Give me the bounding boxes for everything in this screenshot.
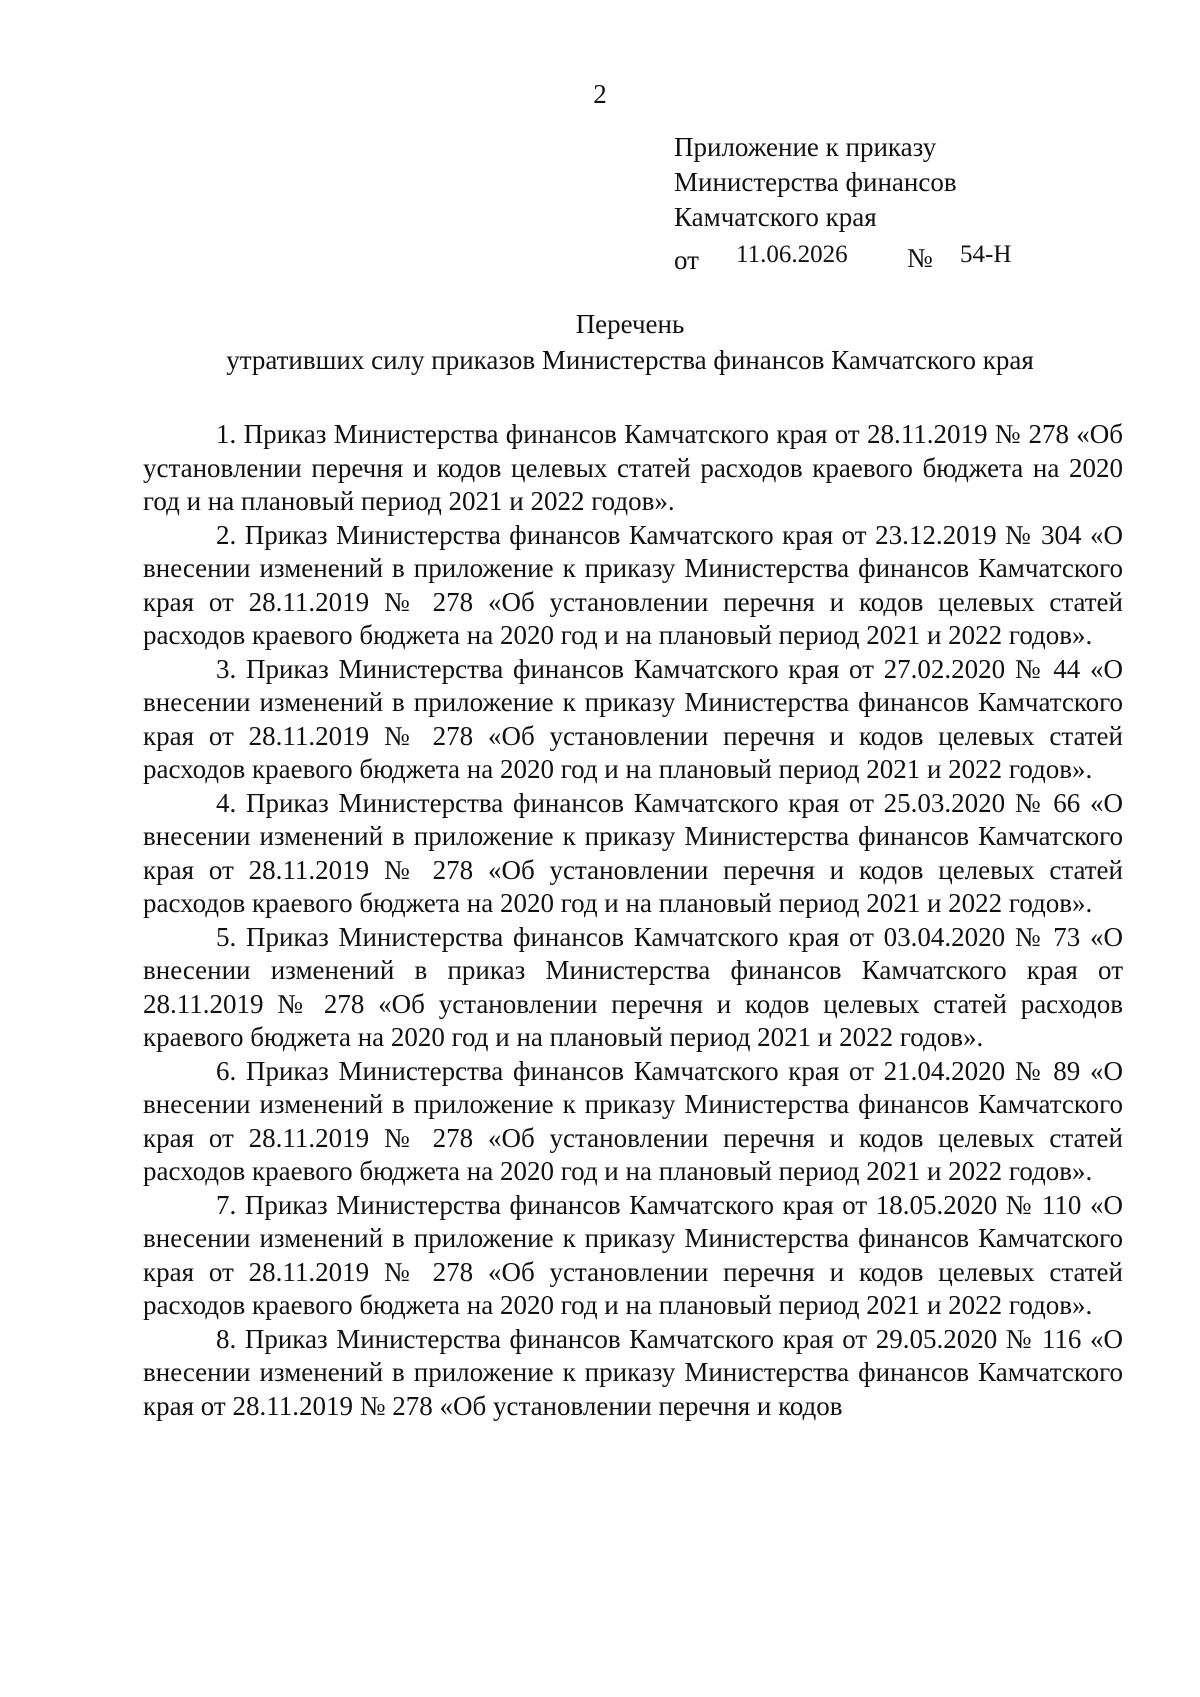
list-item: 7. Приказ Министерства финансов Камчатского края от 18.05.2020 № 110 «О внесении изменений в приложение к приказу Министерства финансов Камчатского края от 28.11.2019 № 278 «Об установлении перечня и кодов целевых статей расходов краевого бюджета на 2020 год и на плановый период 2021 и 2022 годов». xyxy=(143,1189,1123,1320)
approval-line-3: Камчатского края xyxy=(674,202,877,232)
document-subtitle: утративших силу приказов Министерства финансов Камчатского края xyxy=(226,345,1034,375)
order-date: 11.06.2026 xyxy=(736,241,848,268)
document-heading xyxy=(0,306,1200,378)
list-item: 5. Приказ Министерства финансов Камчатского края от 03.04.2020 № 73 «О внесении изменений в приказ Министерства финансов Камчатского края от 28.11.2019 № 278 «Об установлении перечня и кодов целевых статей расходов краевого бюджета на 2020 год и на плановый период 2021 и 2022 годов». xyxy=(143,921,1123,1052)
order-number: 54-Н xyxy=(960,241,1012,268)
number-sign: № xyxy=(907,243,933,273)
list-item: 6. Приказ Министерства финансов Камчатского края от 21.04.2020 № 89 «О внесении изменений в приложение к приказу Министерства финансов Камчатского края от 28.11.2019 № 278 «Об установлении перечня и кодов целевых статей расходов краевого бюджета на 2020 год и на плановый период 2021 и 2022 годов». xyxy=(143,1055,1123,1186)
document-title: Перечень xyxy=(575,309,685,339)
page-number: 2 xyxy=(593,79,607,109)
list-item: 4. Приказ Министерства финансов Камчатского края от 25.03.2020 № 66 «О внесении изменений в приложение к приказу Министерства финансов Камчатского края от 28.11.2019 № 278 «Об установлении перечня и кодов целевых статей расходов краевого бюджета на 2020 год и на плановый период 2021 и 2022 годов». xyxy=(143,787,1123,918)
approval-line-2: Министерства финансов xyxy=(674,167,957,197)
approval-block xyxy=(674,130,1094,277)
approval-line-1: Приложение к приказу xyxy=(674,132,937,162)
list-item: 3. Приказ Министерства финансов Камчатского края от 27.02.2020 № 44 «О внесении изменений в приложение к приказу Министерства финансов Камчатского края от 28.11.2019 № 278 «Об установлении перечня и кодов целевых статей расходов краевого бюджета на 2020 год и на плановый период 2021 и 2022 годов». xyxy=(143,653,1123,784)
list-item: 1. Приказ Министерства финансов Камчатского края от 28.11.2019 № 278 «Об установлении перечня и кодов целевых статей расходов краевого бюджета на 2020 год и на плановый период 2021 и 2022 годов». xyxy=(143,419,1123,516)
items-list xyxy=(143,418,1123,1423)
from-label: от xyxy=(674,245,699,275)
list-item: 8. Приказ Министерства финансов Камчатского края от 29.05.2020 № 116 «О внесении изменений в приложение к приказу Министерства финансов Камчатского края от 28.11.2019 № 278 «Об установлении перечня и кодов xyxy=(143,1323,1123,1421)
list-item: 2. Приказ Министерства финансов Камчатского края от 23.12.2019 № 304 «О внесении изменений в приложение к приказу Министерства финансов Камчатского края от 28.11.2019 № 278 «Об установлении перечня и кодов целевых статей расходов краевого бюджета на 2020 год и на плановый период 2021 и 2022 годов». xyxy=(143,519,1123,650)
approval-date-row xyxy=(674,237,1094,277)
